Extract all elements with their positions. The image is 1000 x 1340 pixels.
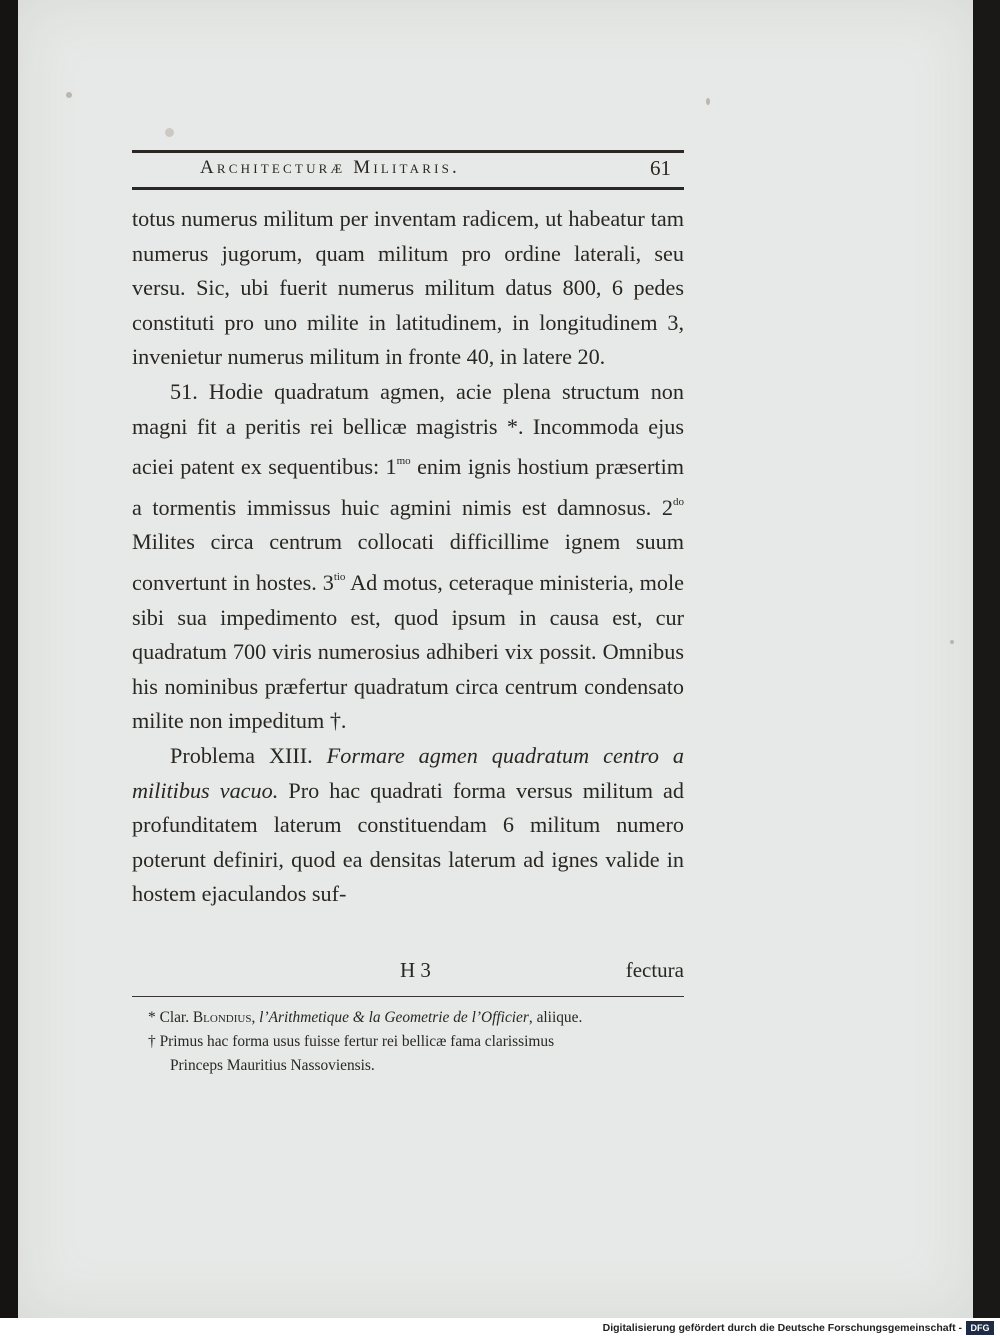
paragraph-51: 51. Hodie quadratum agmen, acie plena structum non magni fit a peritis rei bellicæ magistris *. Incommoda ejus aciei patent ex sequentibus: $1^{mo}$ enim ignis hostium præsertim a tormentis immissus huic agmini nimis est damnosus. $2^{do}$ Milites circa centrum collocati difficillime ignem suum convertunt in hostes. $3^{tio}$ Ad motus, ceteraque ministeria, mole sibi sua impedimento est, quod ipsum in causa est, cur quadratum 700 viris numerosius adhiberi vix possit. Omnibus his nominibus præfertur quadratum circa centrum condensato milite non impeditum †. [132, 378, 685, 734]
problem-label: Problema XIII. [170, 742, 313, 768]
page-edge-shadow [973, 0, 1000, 1318]
author-name: Blondius [192, 1009, 252, 1026]
signature-line [132, 958, 684, 992]
paper-spot [165, 128, 174, 137]
funding-note: Digitalisierung gefördert durch die Deutsche Forschungsgemeinschaft - [602, 1322, 962, 1334]
catchword: fectura [625, 958, 684, 982]
signature-mark: H 3 [400, 958, 431, 982]
footnote-1: * Clar. Blondius, l’Arithmetique & la Geometrie de l’Officier, aliique. [148, 1009, 583, 1026]
problem-paragraph [132, 739, 684, 912]
dfg-logo: DFG [966, 1321, 994, 1335]
paper-spot [706, 98, 710, 105]
problem-text: Pro hac quadrati forma versus militum ad profunditatem laterum constituendam 6 militum numero poterunt definiri, quod ea densitas laterum ad ignes valide in hostem ejaculandos suf- [132, 777, 685, 907]
footnote-rule [132, 996, 684, 997]
running-title: Architecturæ Militaris. [200, 157, 461, 178]
paper-spot [66, 92, 72, 98]
work-title: l’Arithmetique & la Geometrie de l’Officier [259, 1009, 529, 1026]
footnote-2: † Primus hac forma usus fuisse fertur rei bellicæ fama clarissimus Princeps Mauritius Nassoviensis. [148, 1033, 555, 1074]
header-rule-top [132, 150, 684, 153]
page-number: 61 [650, 156, 671, 180]
paragraph-51-text: 51. Hodie quadratum agmen, acie plena structum non magni fit a peritis rei bellicæ magistris *. Incommoda ejus aciei patent ex sequentibus: [132, 378, 684, 480]
problem-statement: Formare agmen quadratum centro a militibus vacuo. [132, 742, 684, 803]
main-text [132, 202, 684, 912]
paragraph-continued: totus numerus militum per inventam radicem, ut habeatur tam numerus jugorum, quam militum pro ordine laterali, seu versu. Sic, ubi fuerit numerus militum datus 800, 6 pedes constituti pro uno milite in latitudinem, in longitudinem 3, invenietur numerus militum in fronte 40, in latere 20. [132, 206, 684, 370]
header-rule-bottom [132, 187, 684, 190]
paper-spot [950, 640, 954, 644]
